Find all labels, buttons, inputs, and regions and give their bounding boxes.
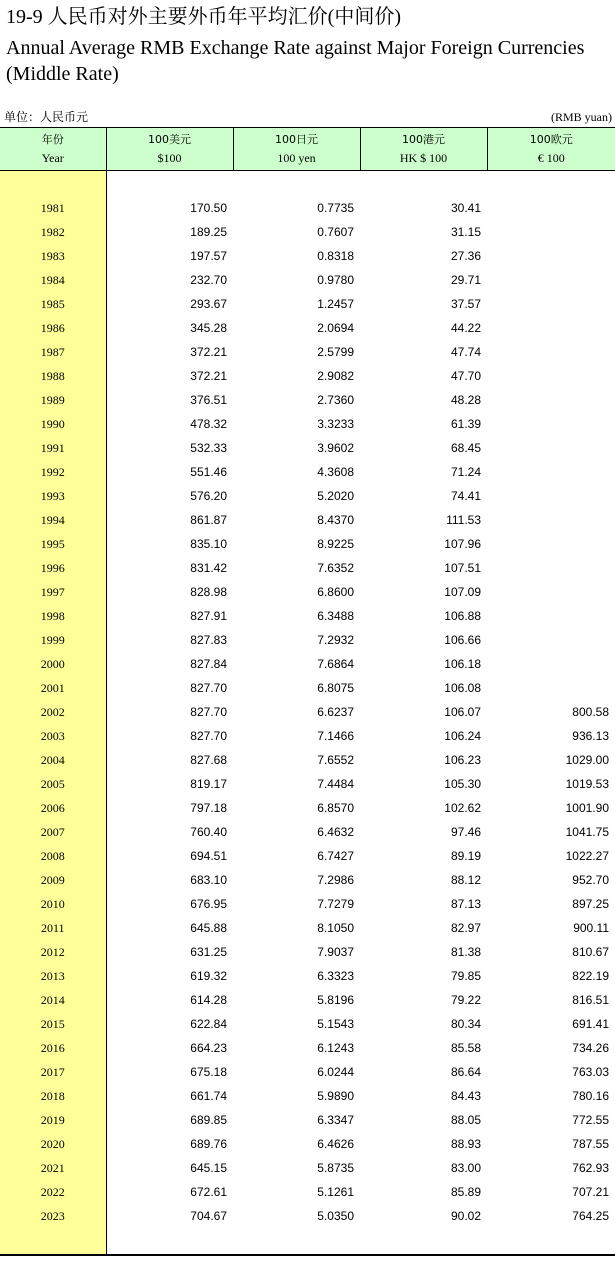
cell-jpy: 8.1050 xyxy=(317,921,354,935)
cell-year: 1996 xyxy=(0,556,106,580)
cell-year: 1989 xyxy=(0,388,106,412)
cell-hkd: 105.30 xyxy=(444,777,481,791)
table-row xyxy=(0,940,615,964)
cell-usd: 827.84 xyxy=(190,657,227,671)
cell-hkd: 71.24 xyxy=(450,465,481,479)
cell-usd: 619.32 xyxy=(190,969,227,983)
cell-usd: 197.57 xyxy=(190,249,227,263)
cell-usd: 827.68 xyxy=(190,753,227,767)
cell-jpy: 5.9890 xyxy=(317,1089,354,1103)
table-row xyxy=(0,532,615,556)
table-row xyxy=(0,412,615,436)
page-title-chinese: 19-9 人民币对外主要外币年平均汇价(中间价) xyxy=(6,6,401,28)
cell-eur: 780.16 xyxy=(572,1089,609,1103)
cell-year: 2002 xyxy=(0,700,106,724)
cell-eur: 772.55 xyxy=(572,1113,609,1127)
cell-year: 2015 xyxy=(0,1012,106,1036)
cell-hkd: 85.58 xyxy=(450,1041,481,1055)
cell-jpy: 7.2932 xyxy=(317,633,354,647)
cell-eur xyxy=(487,292,615,316)
cell-eur xyxy=(487,196,615,220)
table-row xyxy=(0,1060,615,1084)
cell-jpy: 0.7607 xyxy=(317,225,354,239)
cell-eur: 810.67 xyxy=(572,945,609,959)
cell-eur: 707.21 xyxy=(572,1185,609,1199)
table-row xyxy=(0,652,615,676)
cell-hkd: 79.85 xyxy=(450,969,481,983)
cell-eur xyxy=(487,580,615,604)
cell-usd: 645.15 xyxy=(190,1161,227,1175)
cell-jpy: 7.9037 xyxy=(317,945,354,959)
cell-usd: 819.17 xyxy=(190,777,227,791)
cell-jpy: 5.8196 xyxy=(317,993,354,1007)
cell-usd: 372.21 xyxy=(190,369,227,383)
cell-hkd: 86.64 xyxy=(450,1065,481,1079)
cell-eur: 936.13 xyxy=(572,729,609,743)
cell-eur: 1022.27 xyxy=(565,849,609,863)
cell-eur xyxy=(487,532,615,556)
cell-hkd: 83.00 xyxy=(450,1161,481,1175)
cell-eur xyxy=(487,508,615,532)
cell-usd: 376.51 xyxy=(190,393,227,407)
cell-year: 1998 xyxy=(0,604,106,628)
table-row xyxy=(0,508,615,532)
unit-label-english: (RMB yuan) xyxy=(551,110,612,124)
table-row xyxy=(0,268,615,292)
cell-hkd: 111.53 xyxy=(446,513,481,527)
header-jpy xyxy=(233,128,360,171)
cell-usd: 827.70 xyxy=(190,705,227,719)
header-usd-cn: 100美元 xyxy=(148,133,191,146)
cell-year: 2008 xyxy=(0,844,106,868)
cell-year: 1988 xyxy=(0,364,106,388)
cell-hkd: 90.02 xyxy=(450,1209,481,1223)
spacer-cell xyxy=(487,1228,615,1255)
cell-jpy: 1.2457 xyxy=(317,297,354,311)
cell-year: 2001 xyxy=(0,676,106,700)
cell-eur xyxy=(487,628,615,652)
cell-year: 2012 xyxy=(0,940,106,964)
spacer-cell xyxy=(360,171,487,197)
table-row xyxy=(0,1156,615,1180)
table-header-row xyxy=(0,128,615,171)
cell-usd: 661.74 xyxy=(190,1089,227,1103)
cell-year: 1995 xyxy=(0,532,106,556)
header-jpy-en: 100 yen xyxy=(277,151,316,165)
table-row xyxy=(0,388,615,412)
cell-hkd: 106.88 xyxy=(444,609,481,623)
cell-year: 1992 xyxy=(0,460,106,484)
table-row xyxy=(0,220,615,244)
cell-jpy: 2.9082 xyxy=(317,369,354,383)
cell-year: 1982 xyxy=(0,220,106,244)
spacer-cell xyxy=(360,1228,487,1255)
cell-eur: 1029.00 xyxy=(565,753,609,767)
cell-usd: 694.51 xyxy=(190,849,227,863)
cell-year: 1984 xyxy=(0,268,106,292)
cell-jpy: 7.7279 xyxy=(317,897,354,911)
cell-jpy: 4.3608 xyxy=(317,465,354,479)
header-hkd-cn: 100港元 xyxy=(402,133,445,146)
cell-eur xyxy=(487,316,615,340)
table-row xyxy=(0,748,615,772)
cell-hkd: 44.22 xyxy=(450,321,481,335)
cell-eur xyxy=(487,436,615,460)
header-hkd xyxy=(360,128,487,171)
cell-eur: 816.51 xyxy=(572,993,609,1007)
table-row xyxy=(0,244,615,268)
cell-eur xyxy=(487,652,615,676)
cell-jpy: 6.7427 xyxy=(317,849,354,863)
table-row xyxy=(0,460,615,484)
cell-usd: 622.84 xyxy=(190,1017,227,1031)
cell-hkd: 84.43 xyxy=(450,1089,481,1103)
table-row xyxy=(0,868,615,892)
cell-year: 1983 xyxy=(0,244,106,268)
spacer-cell xyxy=(106,171,233,197)
cell-eur xyxy=(487,556,615,580)
cell-jpy: 5.1543 xyxy=(317,1017,354,1031)
cell-eur xyxy=(487,268,615,292)
cell-jpy: 8.9225 xyxy=(317,537,354,551)
header-usd xyxy=(106,128,233,171)
cell-usd: 827.70 xyxy=(190,681,227,695)
cell-jpy: 6.3323 xyxy=(317,969,354,983)
header-eur-en: € 100 xyxy=(537,151,565,165)
cell-jpy: 6.8570 xyxy=(317,801,354,815)
cell-hkd: 68.45 xyxy=(450,441,481,455)
cell-year: 2017 xyxy=(0,1060,106,1084)
cell-hkd: 88.05 xyxy=(450,1113,481,1127)
cell-usd: 170.50 xyxy=(190,201,227,215)
table-row xyxy=(0,964,615,988)
cell-year: 2011 xyxy=(0,916,106,940)
table-spacer-row xyxy=(0,171,615,197)
cell-jpy: 5.0350 xyxy=(317,1209,354,1223)
cell-jpy: 7.1466 xyxy=(317,729,354,743)
cell-usd: 861.87 xyxy=(190,513,227,527)
cell-usd: 551.46 xyxy=(190,465,227,479)
cell-year: 1987 xyxy=(0,340,106,364)
cell-usd: 614.28 xyxy=(190,993,227,1007)
table-row xyxy=(0,1108,615,1132)
cell-jpy: 7.4484 xyxy=(317,777,354,791)
cell-hkd: 106.18 xyxy=(444,657,481,671)
cell-year: 2016 xyxy=(0,1036,106,1060)
table-row xyxy=(0,724,615,748)
cell-eur: 1001.90 xyxy=(565,801,609,815)
table-row xyxy=(0,1036,615,1060)
cell-hkd: 61.39 xyxy=(450,417,481,431)
cell-year: 2000 xyxy=(0,652,106,676)
cell-eur: 1041.75 xyxy=(565,825,609,839)
cell-usd: 576.20 xyxy=(190,489,227,503)
cell-year: 2019 xyxy=(0,1108,106,1132)
cell-eur xyxy=(487,412,615,436)
cell-usd: 189.25 xyxy=(190,225,227,239)
cell-hkd: 47.70 xyxy=(450,369,481,383)
cell-jpy: 6.4632 xyxy=(317,825,354,839)
cell-eur xyxy=(487,484,615,508)
table-row xyxy=(0,796,615,820)
cell-year: 2013 xyxy=(0,964,106,988)
cell-year: 2020 xyxy=(0,1132,106,1156)
spacer-cell xyxy=(233,1228,360,1255)
header-eur-cn: 100欧元 xyxy=(529,133,573,146)
cell-hkd: 82.97 xyxy=(450,921,481,935)
cell-eur xyxy=(487,244,615,268)
exchange-rate-table xyxy=(0,127,615,1256)
table-row xyxy=(0,1012,615,1036)
cell-hkd: 88.12 xyxy=(450,873,481,887)
cell-hkd: 107.96 xyxy=(444,537,481,551)
cell-usd: 683.10 xyxy=(190,873,227,887)
cell-eur: 734.26 xyxy=(572,1041,609,1055)
cell-usd: 645.88 xyxy=(190,921,227,935)
cell-usd: 232.70 xyxy=(190,273,227,287)
table-row xyxy=(0,340,615,364)
cell-usd: 631.25 xyxy=(190,945,227,959)
cell-eur xyxy=(487,676,615,700)
spacer-cell xyxy=(106,1228,233,1255)
cell-year: 2006 xyxy=(0,796,106,820)
table-row xyxy=(0,1132,615,1156)
cell-hkd: 79.22 xyxy=(450,993,481,1007)
table-row xyxy=(0,916,615,940)
cell-year: 1986 xyxy=(0,316,106,340)
table-row xyxy=(0,676,615,700)
cell-eur: 691.41 xyxy=(572,1017,609,1031)
cell-hkd: 47.74 xyxy=(450,345,481,359)
cell-hkd: 106.24 xyxy=(444,729,481,743)
cell-hkd: 107.51 xyxy=(444,561,481,575)
cell-year: 2014 xyxy=(0,988,106,1012)
cell-year: 1993 xyxy=(0,484,106,508)
cell-jpy: 5.2020 xyxy=(317,489,354,503)
cell-eur xyxy=(487,604,615,628)
cell-hkd: 97.46 xyxy=(450,825,481,839)
table-row xyxy=(0,436,615,460)
cell-hkd: 106.08 xyxy=(444,681,481,695)
table-row xyxy=(0,292,615,316)
cell-jpy: 2.0694 xyxy=(317,321,354,335)
table-row xyxy=(0,364,615,388)
table-row xyxy=(0,892,615,916)
header-year-cn: 年份 xyxy=(41,133,64,146)
cell-usd: 704.67 xyxy=(190,1209,227,1223)
cell-usd: 828.98 xyxy=(190,585,227,599)
cell-usd: 760.40 xyxy=(190,825,227,839)
table-row xyxy=(0,820,615,844)
cell-usd: 672.61 xyxy=(190,1185,227,1199)
cell-hkd: 29.71 xyxy=(450,273,481,287)
cell-jpy: 6.1243 xyxy=(317,1041,354,1055)
cell-usd: 689.76 xyxy=(190,1137,227,1151)
cell-usd: 835.10 xyxy=(190,537,227,551)
table-row xyxy=(0,988,615,1012)
cell-usd: 797.18 xyxy=(190,801,227,815)
cell-usd: 345.28 xyxy=(190,321,227,335)
table-row xyxy=(0,196,615,220)
cell-hkd: 74.41 xyxy=(450,489,481,503)
cell-jpy: 0.9780 xyxy=(317,273,354,287)
cell-eur xyxy=(487,388,615,412)
cell-usd: 827.83 xyxy=(190,633,227,647)
cell-jpy: 6.6237 xyxy=(317,705,354,719)
cell-usd: 532.33 xyxy=(190,441,227,455)
cell-usd: 372.21 xyxy=(190,345,227,359)
cell-hkd: 107.09 xyxy=(444,585,481,599)
header-usd-en: $100 xyxy=(157,151,182,165)
cell-eur: 763.03 xyxy=(572,1065,609,1079)
table-row xyxy=(0,628,615,652)
spacer-cell xyxy=(233,171,360,197)
cell-eur: 900.11 xyxy=(573,921,609,935)
cell-hkd: 85.89 xyxy=(450,1185,481,1199)
cell-usd: 676.95 xyxy=(190,897,227,911)
cell-jpy: 8.4370 xyxy=(317,513,354,527)
cell-jpy: 6.8600 xyxy=(317,585,354,599)
table-row xyxy=(0,1084,615,1108)
cell-hkd: 87.13 xyxy=(450,897,481,911)
cell-hkd: 48.28 xyxy=(450,393,481,407)
page-title-english: Annual Average RMB Exchange Rate against Major Foreign Currencies (Middle Rate) xyxy=(6,37,585,85)
cell-year: 2022 xyxy=(0,1180,106,1204)
table-row xyxy=(0,1180,615,1204)
cell-year: 2023 xyxy=(0,1204,106,1228)
cell-year: 1991 xyxy=(0,436,106,460)
cell-eur: 787.55 xyxy=(572,1137,609,1151)
cell-hkd: 31.15 xyxy=(450,225,481,239)
cell-year: 2010 xyxy=(0,892,106,916)
spacer-cell xyxy=(487,171,615,197)
cell-jpy: 6.3347 xyxy=(317,1113,354,1127)
table-row xyxy=(0,772,615,796)
cell-eur: 764.25 xyxy=(572,1209,609,1223)
cell-year: 1990 xyxy=(0,412,106,436)
cell-hkd: 106.07 xyxy=(444,705,481,719)
table-row xyxy=(0,700,615,724)
cell-eur: 897.25 xyxy=(572,897,609,911)
cell-usd: 478.32 xyxy=(190,417,227,431)
table-row xyxy=(0,604,615,628)
cell-year: 2004 xyxy=(0,748,106,772)
cell-jpy: 7.6352 xyxy=(317,561,354,575)
cell-year: 1999 xyxy=(0,628,106,652)
cell-year: 1985 xyxy=(0,292,106,316)
cell-jpy: 7.2986 xyxy=(317,873,354,887)
cell-hkd: 88.93 xyxy=(450,1137,481,1151)
cell-year: 2018 xyxy=(0,1084,106,1108)
cell-eur: 952.70 xyxy=(572,873,609,887)
cell-jpy: 6.3488 xyxy=(317,609,354,623)
cell-hkd: 80.34 xyxy=(450,1017,481,1031)
header-jpy-cn: 100日元 xyxy=(275,133,318,146)
cell-hkd: 81.38 xyxy=(450,945,481,959)
table-spacer-row xyxy=(0,1228,615,1255)
cell-eur: 822.19 xyxy=(572,969,609,983)
cell-year: 2009 xyxy=(0,868,106,892)
spacer-cell xyxy=(0,1228,106,1255)
cell-hkd: 106.23 xyxy=(444,753,481,767)
cell-year: 2021 xyxy=(0,1156,106,1180)
cell-jpy: 2.7360 xyxy=(317,393,354,407)
cell-hkd: 89.19 xyxy=(450,849,481,863)
cell-usd: 827.70 xyxy=(190,729,227,743)
header-hkd-en: HK $ 100 xyxy=(399,151,448,165)
cell-year: 2007 xyxy=(0,820,106,844)
spacer-cell xyxy=(0,171,106,197)
cell-jpy: 5.1261 xyxy=(317,1185,354,1199)
table-row xyxy=(0,556,615,580)
cell-jpy: 2.5799 xyxy=(317,345,354,359)
cell-eur xyxy=(487,340,615,364)
table-body xyxy=(0,171,615,1256)
cell-jpy: 6.4626 xyxy=(317,1137,354,1151)
cell-hkd: 102.62 xyxy=(444,801,481,815)
cell-jpy: 7.6864 xyxy=(317,657,354,671)
header-eur xyxy=(487,128,615,171)
cell-jpy: 6.0244 xyxy=(317,1065,354,1079)
cell-hkd: 27.36 xyxy=(450,249,481,263)
table-row xyxy=(0,1204,615,1228)
cell-year: 1994 xyxy=(0,508,106,532)
cell-eur: 762.93 xyxy=(572,1161,609,1175)
unit-label-chinese: 单位：人民币元 xyxy=(4,110,89,124)
cell-jpy: 3.9602 xyxy=(317,441,354,455)
cell-year: 2005 xyxy=(0,772,106,796)
cell-hkd: 106.66 xyxy=(444,633,481,647)
table-row xyxy=(0,580,615,604)
cell-jpy: 6.8075 xyxy=(317,681,354,695)
cell-eur: 800.58 xyxy=(572,705,609,719)
cell-eur xyxy=(487,220,615,244)
cell-usd: 664.23 xyxy=(190,1041,227,1055)
cell-jpy: 0.7735 xyxy=(317,201,354,215)
cell-eur: 1019.53 xyxy=(565,777,609,791)
cell-usd: 293.67 xyxy=(190,297,227,311)
cell-eur xyxy=(487,460,615,484)
cell-jpy: 3.3233 xyxy=(317,417,354,431)
table-row xyxy=(0,484,615,508)
cell-hkd: 37.57 xyxy=(450,297,481,311)
cell-jpy: 7.6552 xyxy=(317,753,354,767)
cell-year: 1997 xyxy=(0,580,106,604)
header-year-en: Year xyxy=(41,151,64,165)
cell-usd: 675.18 xyxy=(190,1065,227,1079)
cell-usd: 827.91 xyxy=(190,609,227,623)
cell-eur xyxy=(487,364,615,388)
cell-jpy: 5.8735 xyxy=(317,1161,354,1175)
cell-year: 2003 xyxy=(0,724,106,748)
cell-hkd: 30.41 xyxy=(450,201,481,215)
header-year xyxy=(0,128,106,171)
table-row xyxy=(0,316,615,340)
cell-usd: 689.85 xyxy=(190,1113,227,1127)
cell-jpy: 0.8318 xyxy=(317,249,354,263)
cell-year: 1981 xyxy=(0,196,106,220)
table-row xyxy=(0,844,615,868)
cell-usd: 831.42 xyxy=(190,561,227,575)
